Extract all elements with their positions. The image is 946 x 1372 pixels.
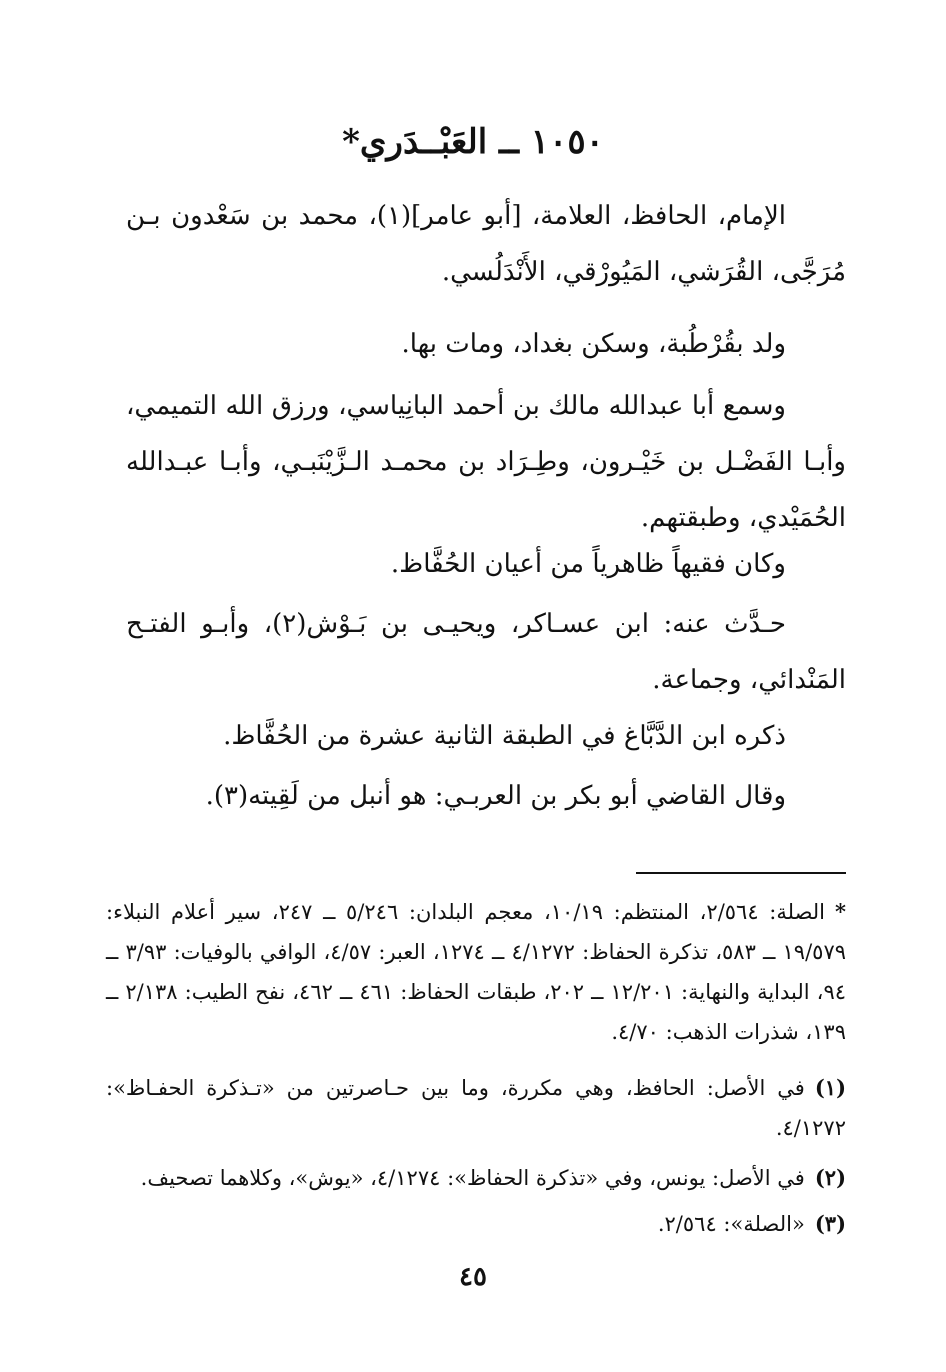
page-number: ٤٥ [459,1262,487,1292]
footnote-1-text: في الأصل: الحافظ، وهي مكررة، وما بين حـاصرتين من «تـذكرة الحفـاظ»: ٤/١٢٧٢. [106,1076,846,1140]
footnote-3 [106,1204,846,1244]
footnote-1 [106,1068,846,1148]
footnote-3-marker: (٣) [814,1211,846,1236]
entry-title: ١٠٥٠ ــ العَبْــدَري* [342,122,604,162]
footnote-2-marker: (٢) [814,1165,846,1190]
footnote-star-marker: * [835,899,846,924]
paragraph-quote: وقال القاضي أبو بكر بن العربـي: هو أنبل من لَقِيته(٣). [205,781,786,811]
paragraph-students: حـدَّث عنه: ابن عسـاكر، ويحيـى بن بَـوْش(٢)، وأبـو الفتـح المَنْدائي، وجماعة. [126,609,846,695]
paragraph-mention: ذكره ابن الدَّبَّاغ في الطبقة الثانية عشرة من الحُفَّاظ. [223,721,786,751]
paragraph-name-lineage: الإمام، الحافظ، العلامة، [أبو عامر](١)، محمد بن سَعْدون بـن مُرَجَّى، القُرَشي، المَيُورْقي، الأَنْدَلُسي. [126,201,846,287]
footnote-divider [636,872,846,874]
footnote-2-text: في الأصل: يونس، وفي «تذكرة الحفاظ»: ٤/١٢٧٤، «يوش»، وكلاهما تصحيف. [140,1166,805,1190]
paragraph-teachers: وسمع أبا عبدالله مالك بن أحمد البانِياسي، ورزق الله التميمي، وأبـا الفَضْـل بن خَيْـرون، وطِـرَاد بن محمـد الـزَّيْنَبـي، وأبـا عبـدالله الحُمَيْدي، وطبقتهم. [126,391,846,533]
footnote-1-marker: (١) [814,1075,846,1100]
footnote-sources-text: الصلة: ٢/٥٦٤، المنتظم: ١٠/١٩، معجم البلدان: ٥/٢٤٦ ــ ٢٤٧، سير أعلام النبلاء: ١٩/٥٧٩ ــ ٥٨٣، تذكرة الحفاظ: ٤/١٢٧٢ ــ ١٢٧٤، العبر: ٤/٥٧، الوافي بالوفيات: ٣/٩٣ ــ ٩٤، البداية والنهاية: ١٢/٢٠١ ــ ٢٠٢، طبقات الحفاظ: ٤٦١ ــ ٤٦٢، نفح الطيب: ٢/١٣٨ ــ ١٣٩، شذرات الذهب: ٤/٧٠. [106,900,847,1044]
footnote-3-text: «الصلة»: ٢/٥٦٤. [657,1212,805,1236]
footnote-2 [106,1158,846,1198]
paragraph-birth-death: ولد بقُرْطُبة، وسكن بغداد، ومات بها. [401,329,786,359]
footnote-sources [106,892,846,1052]
paragraph-description: وكان فقيهاً ظاهرياً من أعيان الحُفَّاظ. [390,549,786,579]
